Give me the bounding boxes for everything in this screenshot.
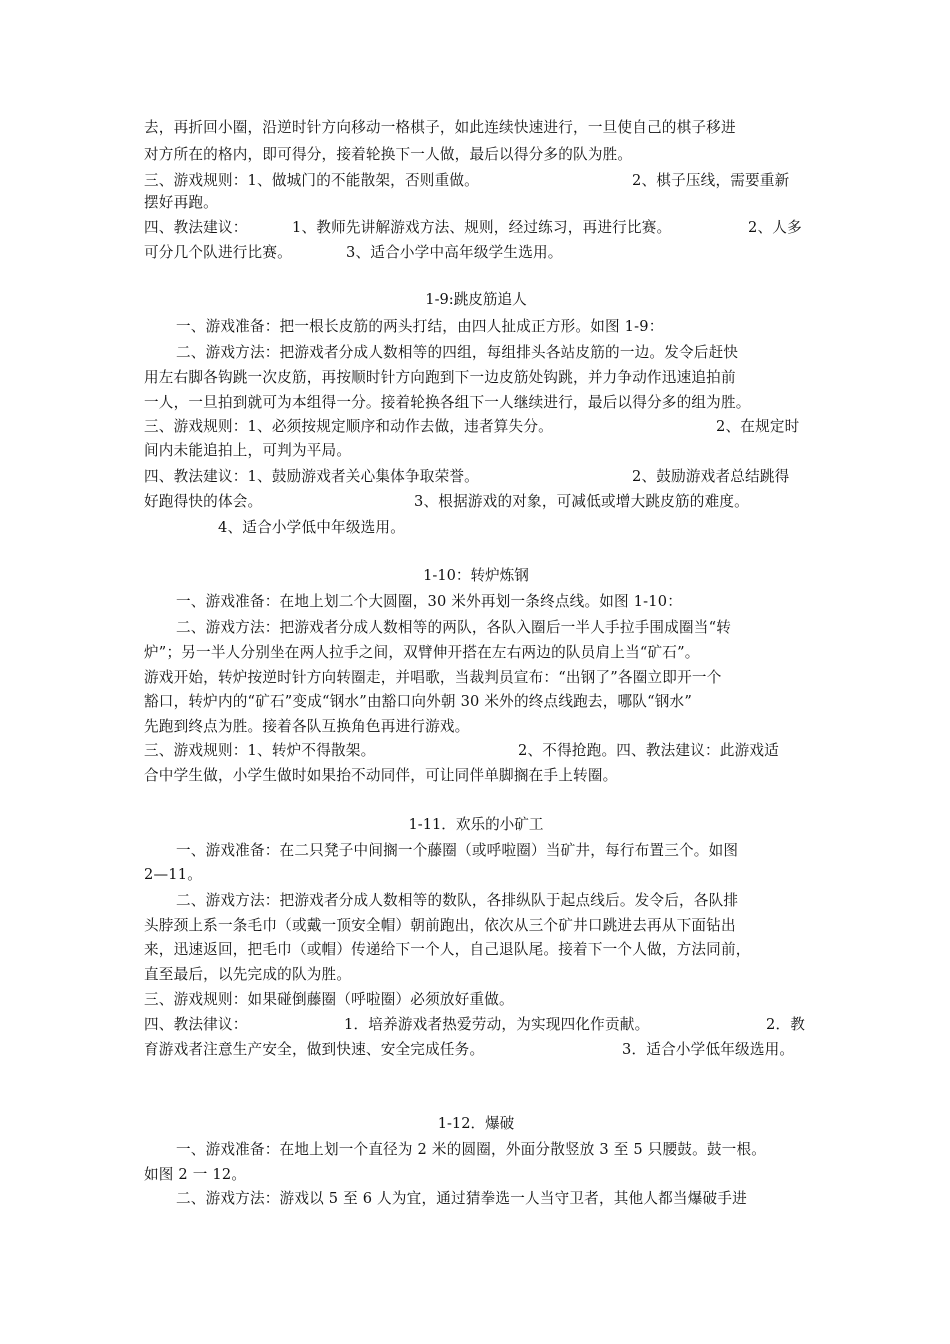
text-line [144,741,808,761]
text-line: 去，再折回小圈，沿逆时针方向移动一格棋子，如此连续快速进行，一旦使自己的棋子移进 [144,119,736,136]
text-line [144,467,808,487]
text-segment: 2、人多 [748,219,802,236]
text-line: 头脖颈上系一条毛巾（或戴一顶安全帽）朝前跑出，依次从三个矿井口跳进去再从下面钻出 [144,917,736,934]
text-segment: 三、游戏规则：1、必须按规定顺序和动作去做，违者算失分。 [144,418,553,435]
text-segment: 3、根据游戏的对象，可减低或增大跳皮筋的难度。 [414,493,749,510]
section-title: 1-10：转炉炼钢 [423,567,529,584]
text-line: 炉”；另一半人分别坐在两人拉手之间，双臂伸开搭在左右两边的队员肩上当“矿石”。 [144,644,700,661]
text-segment: 2、棋子压线，需要重新 [632,172,790,189]
text-line: 一、游戏准备：把一根长皮筋的两头打结，由四人扯成正方形。如图 1-9： [176,318,664,335]
text-segment: 好跑得快的体会。 [144,493,263,510]
text-line: 直至最后，以先完成的队为胜。 [144,966,352,983]
text-line: 二、游戏方法：把游戏者分成人数相等的四组，每组排头各站皮筋的一边。发令后赶快 [176,344,739,361]
text-line [144,243,808,263]
section-title: 1-11．欢乐的小矿工 [408,816,544,833]
text-line [144,218,808,238]
text-line [144,1015,808,1035]
text-segment: 三、游戏规则：1、做城门的不能散架，否则重做。 [144,172,479,189]
text-line: 摆好再跑。 [144,194,218,211]
text-line: 来，迅速返回，把毛巾（或帽）传递给下一个人，自己退队尾。接着下一个人做，方法同前， [144,941,751,958]
text-segment: 四、教法律议： [144,1016,248,1033]
text-line: 先跑到终点为胜。接着各队互换角色再进行游戏。 [144,718,470,735]
text-line: 间内未能追拍上，可判为平局。 [144,442,352,459]
text-segment: 1．培养游戏者热爱劳动，为实现四化作贡献。 [344,1016,650,1033]
text-line [144,171,808,191]
text-line: 对方所在的格内，即可得分，接着轮换下一人做，最后以得分多的队为胜。 [144,146,633,163]
text-line [144,1040,808,1060]
text-line: 二、游戏方法：把游戏者分成人数相等的数队，各排纵队于起点线后。发令后，各队排 [176,892,739,909]
text-line: 如图 2 一 12。 [144,1166,247,1183]
section-title: 1-12．爆破 [437,1115,515,1132]
text-line: 2—11。 [144,866,203,883]
text-segment: 2．教 [766,1016,806,1033]
section-title: 1-9:跳皮筋追人 [425,291,527,308]
text-segment: 1、教师先讲解游戏方法、规则，经过练习，再进行比赛。 [292,219,672,236]
text-segment: 四、教法建议：1、鼓励游戏者关心集体争取荣誉。 [144,468,479,485]
text-segment: 育游戏者注意生产安全，做到快速、安全完成任务。 [144,1041,485,1058]
text-line [144,492,808,512]
text-line: 4、适合小学低中年级选用。 [218,519,406,536]
text-segment: 2、鼓励游戏者总结跳得 [632,468,790,485]
text-line: 一、游戏准备：在地上划二个大圆圈，30 米外再划一条终点线。如图 1-10： [176,593,683,610]
text-line: 用左右脚各钩跳一次皮筋，再按顺时针方向跑到下一边皮筋处钩跳，并力争动作迅速追拍前 [144,369,736,386]
text-segment: 3、适合小学中高年级学生选用。 [346,244,563,261]
text-segment: 三、游戏规则：1、转炉不得散架。 [144,742,376,759]
text-line: 一人，一旦拍到就可为本组得一分。接着轮换各组下一人继续进行，最后以得分多的组为胜。 [144,394,751,411]
text-line: 豁口，转炉内的“矿石”变成“钢水”由豁口向外朝 30 米外的终点线跑去，哪队“钢水” [144,693,693,710]
text-segment: 3．适合小学低年级选用。 [622,1041,795,1058]
text-line: 一、游戏准备：在地上划一个直径为 2 米的圆圈，外面分散竖放 3 至 5 只腰鼓。鼓一根。 [176,1141,767,1158]
text-line: 三、游戏规则：如果碰倒藤圈（呼啦圈）必须放好重做。 [144,991,514,1008]
text-line: 一、游戏准备：在二只凳子中间搁一个藤圈（或呼啦圈）当矿井，每行布置三个。如图 [176,842,739,859]
text-line: 游戏开始，转炉按逆时针方向转圈走，并唱歌，当裁判员宣布：“出钢了”各圈立即开一个 [144,669,722,686]
text-segment: 2、在规定时 [716,418,800,435]
text-segment: 2、不得抢跑。四、教法建议：此游戏适 [518,742,779,759]
text-segment: 四、教法建议： [144,219,248,236]
text-line [144,417,808,437]
text-segment: 可分几个队进行比赛。 [144,244,292,261]
text-line: 二、游戏方法：把游戏者分成人数相等的两队，各队入圈后一半人手拉手围成圈当“转 [176,619,732,636]
text-line: 二、游戏方法：游戏以 5 至 6 人为宜，通过猜拳选一人当守卫者，其他人都当爆破手进 [176,1190,747,1207]
text-line: 合中学生做，小学生做时如果抬不动同伴，可让同伴单脚搁在手上转圈。 [144,767,618,784]
